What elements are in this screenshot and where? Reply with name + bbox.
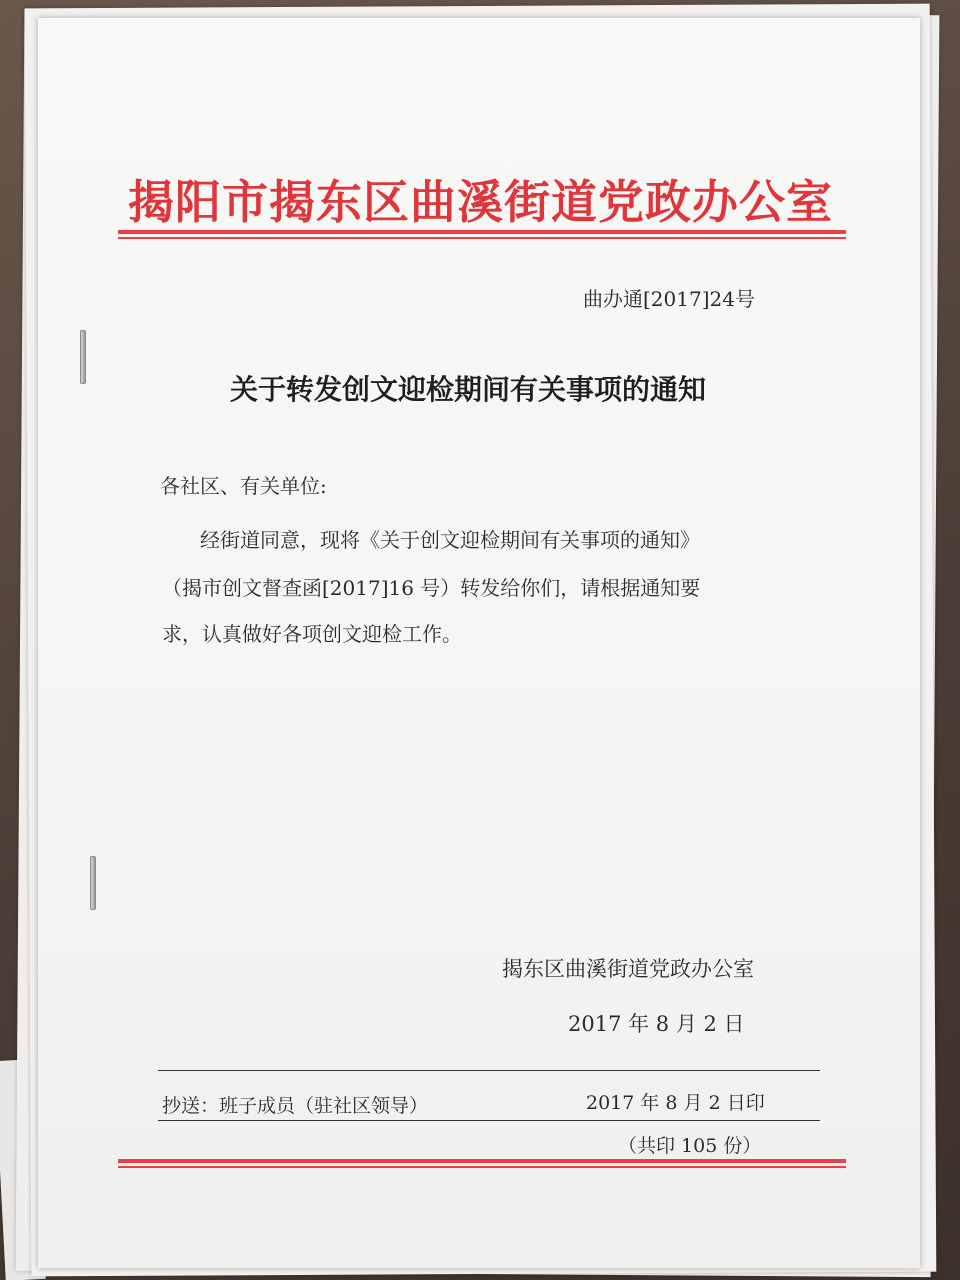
footer-rule-bottom	[158, 1120, 820, 1121]
issue-date: 2017 年 8 月 2 日	[568, 1012, 745, 1036]
body-paragraph-line: 经街道同意，现将《关于创文迎检期间有关事项的通知》	[200, 528, 700, 552]
body-paragraph-line: 求，认真做好各项创文迎检工作。	[162, 622, 462, 646]
print-date: 2017 年 8 月 2 日印	[586, 1092, 765, 1114]
document-page	[38, 18, 920, 1268]
masthead-red-rule-thin	[118, 237, 846, 239]
staple	[90, 856, 96, 910]
footer-red-rule	[118, 1159, 846, 1163]
masthead-red-rule	[118, 230, 846, 234]
document-title: 关于转发创文迎检期间有关事项的通知	[229, 373, 706, 406]
cc-recipients: 抄送：班子成员（驻社区领导）	[162, 1095, 429, 1117]
footer-rule-top	[158, 1070, 820, 1071]
masthead-title: 揭阳市揭东区曲溪街道党政办公室	[128, 175, 833, 229]
salutation: 各社区、有关单位:	[160, 474, 327, 498]
footer-red-rule-thin	[118, 1166, 846, 1168]
staple	[80, 330, 86, 384]
body-paragraph-line: （揭市创文督查函[2017]16 号）转发给你们，请根据通知要	[162, 576, 701, 600]
document-number: 曲办通[2017]24号	[583, 287, 755, 311]
print-copies: （共印 105 份）	[618, 1135, 762, 1157]
issuing-office: 揭东区曲溪街道党政办公室	[502, 957, 754, 981]
